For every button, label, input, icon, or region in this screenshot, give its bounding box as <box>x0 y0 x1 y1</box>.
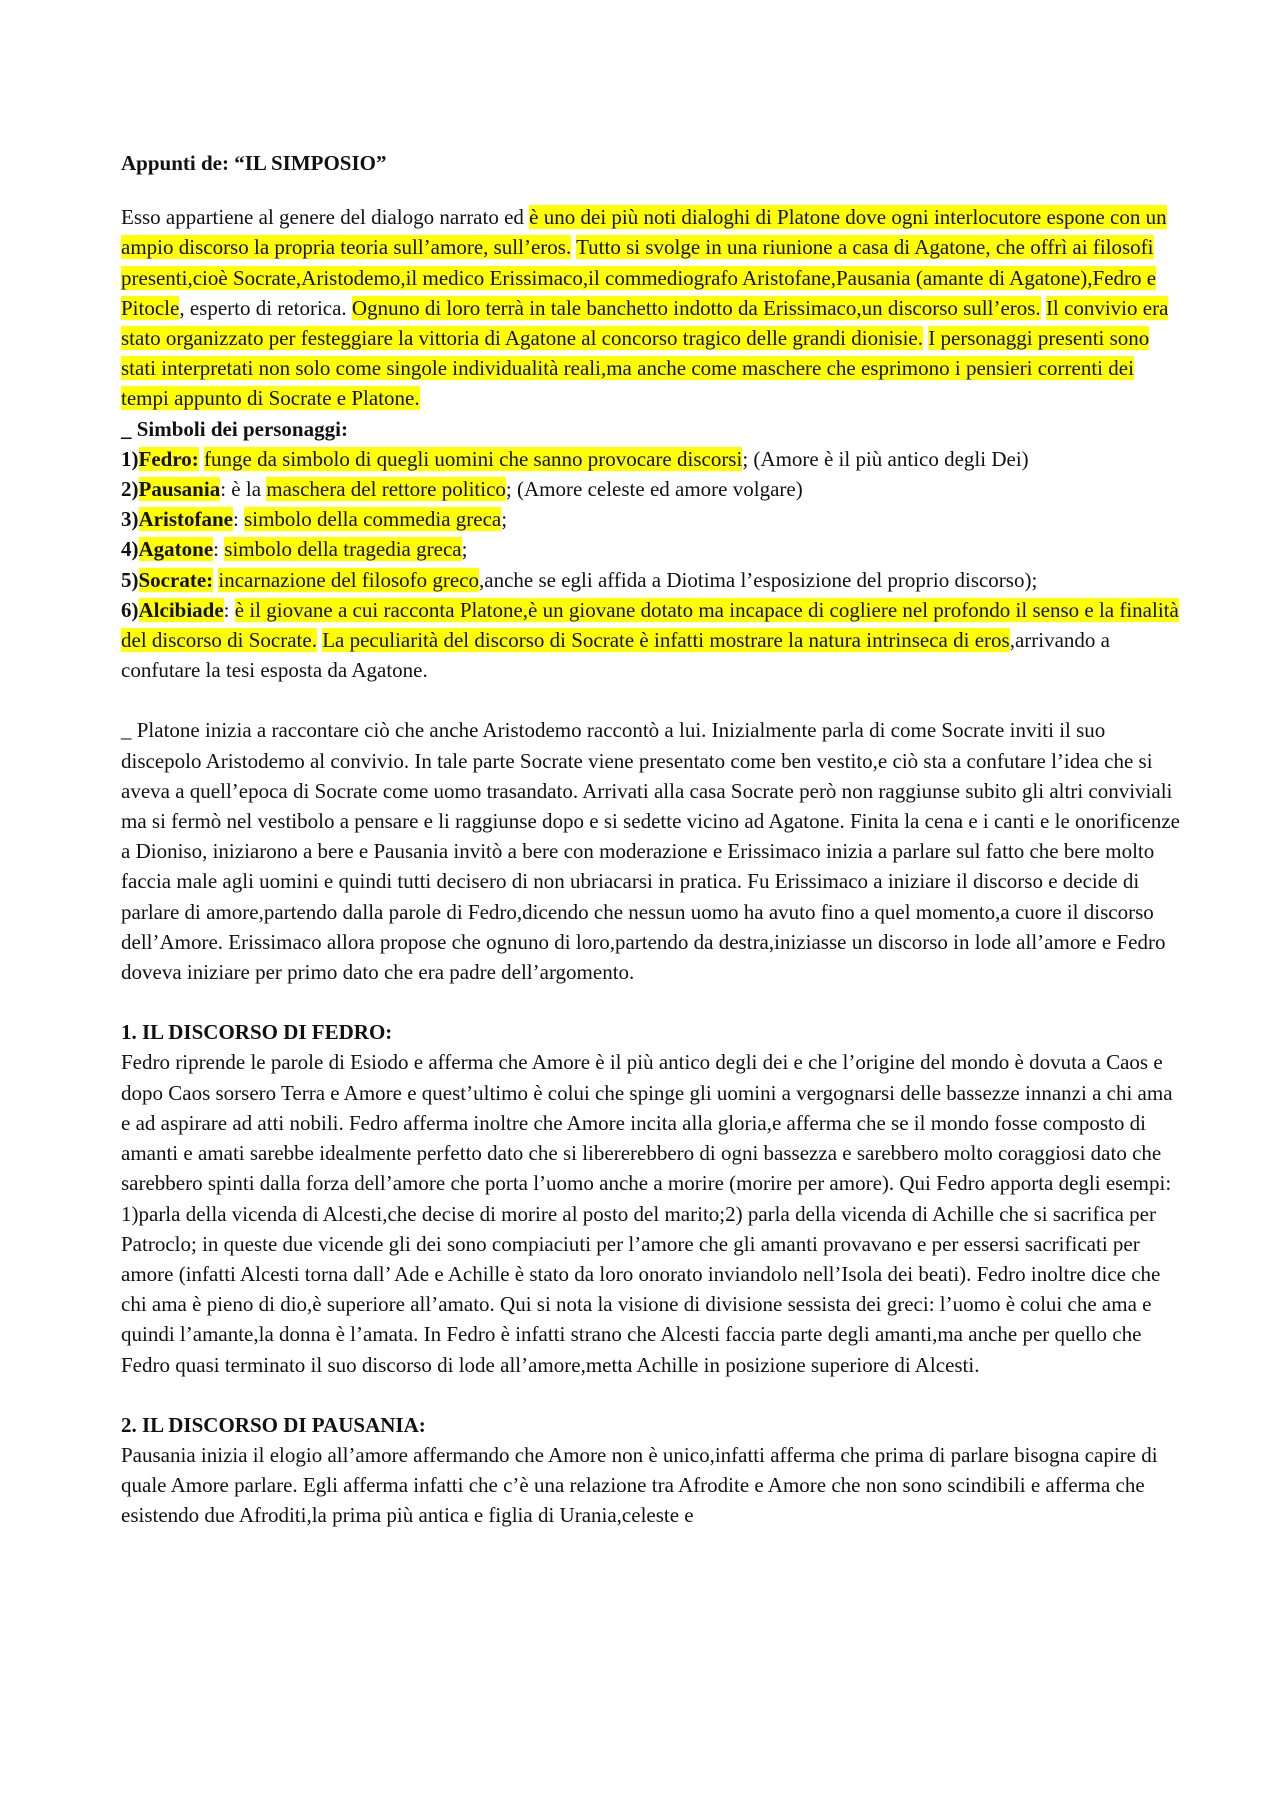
spacer <box>121 685 1181 715</box>
highlighted-text: simbolo della commedia greca <box>244 507 502 532</box>
text-run: ,arrivando a confutare la tesi esposta da Agatone. <box>121 628 1110 683</box>
symbol-item <box>121 534 1181 564</box>
section-heading-pausania: 2. IL DISCORSO DI PAUSANIA: <box>121 1412 426 1437</box>
symbol-item <box>121 474 1181 504</box>
document-body <box>121 148 1181 1531</box>
text-run: 4) <box>121 537 139 562</box>
document-title: Appunti de: “IL SIMPOSIO” <box>121 151 387 175</box>
text-run: ,anche se egli affida a Diotima l’esposizione del proprio discorso); <box>479 567 1038 592</box>
highlighted-text: funge da simbolo di quegli uomini che sanno provocare discorsi <box>204 446 743 471</box>
highlighted-text: I personaggi presenti sono stati interpretati non solo come singole individualità reali,ma anche come maschere che esprimono i pensieri correnti dei tempi appunto di Socrate e Platone. <box>121 326 1150 411</box>
text-run: ; (Amore celeste ed amore volgare) <box>505 477 803 502</box>
highlighted-text: Alcibiade <box>138 597 224 622</box>
text-run: Esso appartiene al genere del dialogo narrato ed <box>121 205 530 230</box>
section-body-fedro: Fedro riprende le parole di Esiodo e afferma che Amore è il più antico degli dei e che l’origine del mondo è dovuta a Caos e dopo Caos sorsero Terra e Amore e quest’ultimo è colui che spinge gli uomini a vergognarsi delle bassezze innanzi a chi ama e ad aspirare ad atti nobili. Fedro afferma inoltre che Amore incita alla gloria,e afferma che se il mondo fosse composto di amanti e amati sarebbe idealmente perfetto dato che si libererebbero di ogni bassezza e sarebbero molto coraggiosi dato che sarebbero spinti dalla forza dell’amore che porta l’uomo anche a morire (morire per amore). Qui Fedro apporta degli esempi: 1)parla della vicenda di Alcesti,che decise di morire al posto del marito;2) parla della vicenda di Achille che si sacrifica per Patroclo; in queste due vicende gli dei sono compiaciuti per l’amore che gli amanti provavano e per essersi sacrificati per amore (infatti Alcesti torna dall’ Ade e Achille è stato da loro onorato inviandolo nell’Isola dei beati). Fedro inoltre dice che chi ama è pieno di dio,è superiore all’amato. Qui si nota la visione di divisione sessista dei greci: l’uomo è colui che ama e quindi l’amante,la donna è l’amata. In Fedro è infatti strano che Alcesti faccia parte degli amanti,ma anche per quello che Fedro quasi terminato il suo discorso di lode all’amore,metta Achille in posizione superiore di Alcesti. <box>121 1050 1173 1377</box>
text-run: ; <box>501 507 508 532</box>
text-run: , esperto di retorica. <box>179 295 352 320</box>
highlighted-text: è uno dei più noti dialoghi di Platone dove ogni interlocutore espone con un ampio discorso la propria teoria sull’amore, sull’eros. <box>121 205 1167 260</box>
highlighted-text: Tutto si svolge in una riunione a casa di Agatone, che offrì ai filosofi presenti,cioè Socrate,Aristodemo,il medico Erissimaco,il commediografo Aristofane,Pausania (amante di Agatone),Fedro e Pitocle <box>121 235 1157 320</box>
highlighted-text: La peculiarità del discorso di Socrate è infatti mostrare la natura intrinseca di eros <box>322 628 1010 653</box>
text-run: 6) <box>121 597 139 622</box>
highlighted-text: incarnazione del filosofo greco <box>218 567 480 592</box>
highlighted-text: Pausania <box>138 477 221 502</box>
spacer <box>121 987 1181 1017</box>
highlighted-text: è il giovane a cui racconta Platone,è un giovane dotato ma incapace di cogliere nel profondo il senso e la finalità del discorso di Socrate. <box>121 597 1179 653</box>
highlighted-text: Agatone <box>138 537 214 562</box>
symbol-item <box>121 595 1181 686</box>
section-heading-fedro: 1. IL DISCORSO DI FEDRO: <box>121 1020 393 1045</box>
text-run: : <box>213 537 225 562</box>
highlighted-text: Fedro: <box>138 446 199 471</box>
text-run: : <box>232 507 245 532</box>
symbols-heading: _ Simboli dei personaggi: <box>121 416 348 441</box>
section-body-pausania: Pausania inizia il elogio all’amore affermando che Amore non è unico,infatti afferma che prima di parlare bisogna capire di quale Amore parlare. Egli afferma infatti che c’è una relazione tra Afrodite e Amore che non sono scindibili e afferma che esistendo due Afroditi,la prima più antica e figlia di Urania,celeste e <box>121 1442 1158 1528</box>
intro-paragraph <box>121 202 1181 413</box>
spacer <box>121 1380 1181 1410</box>
narrative-paragraph: _ Platone inizia a raccontare ciò che anche Aristodemo raccontò a lui. Inizialmente parla di come Socrate inviti il suo discepolo Aristodemo al convivio. In tale parte Socrate viene presentato come ben vestito,e ciò sta a confutare l’idea che si aveva a quell’epoca di Socrate come uomo trasandato. Arrivati alla casa Socrate però non raggiunse subito gli altri conviviali ma si fermò nel vestibolo a pensare e li raggiunse dopo e si sedette vicino ad Agatone. Finita la cena e i canti e le onorificenze a Dioniso, iniziarono a bere e Pausania invitò a bere con moderazione e Erissimaco inizia a parlare sul fatto che bere molto faccia male agli uomini e quindi tutti decisero di non ubriacarsi in pratica. Fu Erissimaco a iniziare il discorso e decide di parlare di amore,partendo dalla parole di Fedro,dicendo che nessun uomo ha avuto fino a quel momento,a cuore il discorso dell’Amore. Erissimaco allora propose che ognuno di loro,partendo da destra,iniziasse un discorso in lode all’amore e Fedro doveva iniziare per primo dato che era padre dell’argomento. <box>121 718 1180 985</box>
text-run: : è la <box>220 477 267 502</box>
text-run: 3) <box>121 507 139 532</box>
highlighted-text: Aristofane <box>138 507 233 532</box>
symbols-list <box>121 444 1181 686</box>
text-run: : <box>223 597 235 622</box>
text-run: ; <box>461 537 468 562</box>
text-run: 2) <box>121 477 139 502</box>
highlighted-text: Ognuno di loro terrà in tale banchetto indotto da Erissimaco,un discorso sull’eros. <box>351 295 1041 320</box>
highlighted-text: simbolo della tragedia greca <box>224 537 462 562</box>
text-run: ; (Amore è il più antico degli Dei) <box>742 446 1029 471</box>
text-run: 1) <box>121 446 139 471</box>
highlighted-text: Il convivio era stato organizzato per festeggiare la vittoria di Agatone al concorso tragico delle grandi dionisie. <box>121 295 1169 351</box>
highlighted-text: Socrate: <box>138 567 214 592</box>
symbol-item <box>121 444 1181 474</box>
symbol-item <box>121 565 1181 595</box>
text-run: 5) <box>121 567 139 592</box>
highlighted-text: maschera del rettore politico <box>266 477 506 502</box>
symbol-item <box>121 504 1181 534</box>
